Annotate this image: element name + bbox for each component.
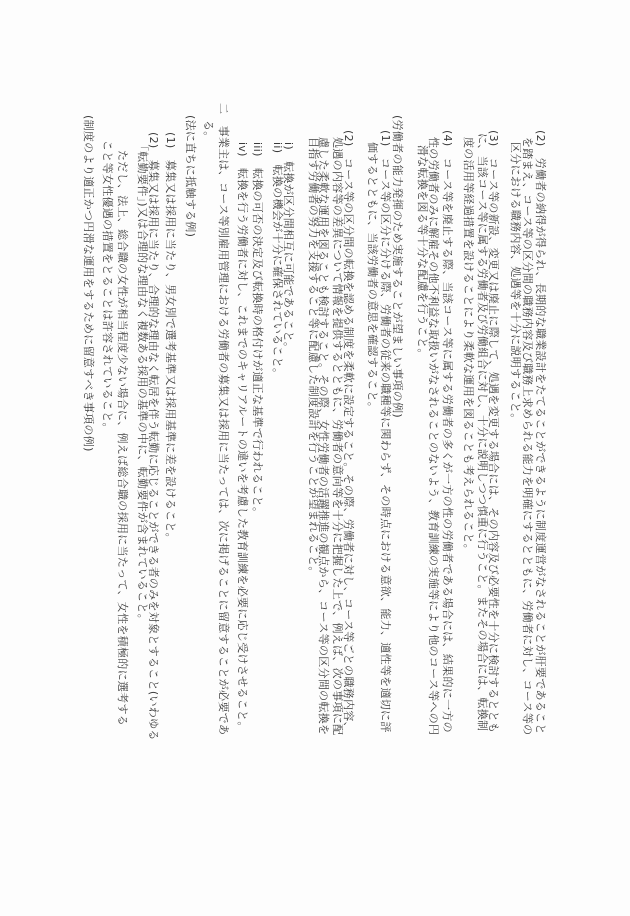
item-3-line-2: に、当該コース等に属する労働者及び労働組合に対し、十分に説明しつつ慎重に行うこと。またその場合には、転換制 [476, 133, 489, 732]
ability-item-2-line-4: 目指す労働者の努力を支援すること等に配慮した制度設計を行うことが望まれること。 [307, 137, 320, 578]
violation-item-2-line-1: (2) 募集又は採用に当たり、合理的な理由なく転居を伴う転勤に応じることができる者のみを対象とすること(いわゆる [147, 132, 160, 741]
proviso-line-2: こと等女性優遇の措置をとることは許容されていること。 [101, 140, 114, 434]
ability-item-2-line-2: 処遇の内容等の差異について情報を提供するとともに、労働者の意向等を十分に把握した上で、例えば、次の事項に配 [331, 137, 344, 736]
item-2-line-3: 区分における職務内容、処遇等を十分に説明すること。 [509, 142, 522, 425]
ability-item-2-line-3: 慮した柔軟な運用を図ることも検討すること。その際、女性労働者の活躍推進の観点から、コース等の区分間の転換を [317, 137, 330, 736]
proviso-line-1: ただし、法上、総合職の女性が相当程度少ない場合に、例えば総合職の採用に当たって、女性を積極的に選考する [116, 150, 129, 727]
sub-item-i: i) 転換が区分間相互に可能であること。 [282, 142, 295, 354]
section-heading-violation: (法に直ちに抵触する例) [184, 115, 197, 238]
section-heading-ability: (労働者の能力発揮のため実施することが望ましい事項の例) [391, 115, 404, 418]
sub-item-iii: iii) 転換の可否の決定及び転換時の格付けが適正な基準で行われること。 [251, 142, 264, 519]
item-3-line-3: 度の活用等経過措置を設けることにより柔軟な運用を図ることも考えられること。 [462, 137, 475, 556]
ability-item-1-line-2: 価するとともに、当該労働者の意思を確認すること。 [366, 142, 379, 414]
section-heading-operation: (制度のより適正かつ円滑な運用をするために留意すべき事項の例) [82, 115, 95, 452]
item-2-line-2: を踏まえ、コース等の区分間の職務内容及び職務上求められる能力を明確にするとともに、労働者に対し、コース等の [521, 137, 534, 736]
item-4-line-3: 滑な転換を図る等十分な配慮を行うこと。 [416, 145, 429, 360]
sub-item-iv: iv) 転換を行う労働者に対し、これまでのキャリアルートの違いを考慮した教育訓練を必要に応じ受けさせること。 [236, 142, 249, 733]
section-2-line-1: 二 事業主は、コース等別雇用管理における労働者の募集又は採用に当たっては、次に掲げることに留意することが必要であ [217, 103, 230, 736]
item-4-line-1: (4) コース等を廃止する際、当該コース等に属する労働者の多くが一方の性の労働者である場合には、結果的に一方の [441, 130, 454, 733]
item-3-line-1: (3) コース等の新設、変更又は廃止に際して、処遇を変更する場合には、その内容及び必要性を十分に検討するととも [487, 130, 500, 734]
ability-item-2-line-1: (2) コース等の区分間の転換を認める制度を柔軟に設定すること。その際、労働者に対し、コース等ごとの職務内容、 [342, 130, 355, 733]
violation-item-1: (1) 募集又は採用に当たり、男女別で選考基準又は採用基準に差を設けること。 [164, 132, 177, 544]
item-2-line-1: (2) 労働者の納得が得られ、長期的な職業設計をたてることができるように制度運営がなされることが肝要であること [534, 130, 547, 735]
section-2-line-2: る。 [202, 120, 215, 143]
sub-item-ii: ii) 転換の機会が十分に確保されていること。 [271, 142, 284, 380]
violation-item-2-line-2: 「転勤要件」)又は合理的な理由なく複数ある採用の基準の中に、転勤要件が含まれていること。 [136, 140, 149, 625]
ability-item-1-line-1: (1) コース等の区分に分ける際、労働者の従来の職種等に関わらず、その時点における意欲、能力、適性等を適切に評 [379, 130, 392, 733]
item-4-line-2: 性の労働者のみに解雇その他不利益な取扱いがなされることのないよう、教育訓練の実施等により他のコース等への円 [427, 137, 440, 736]
